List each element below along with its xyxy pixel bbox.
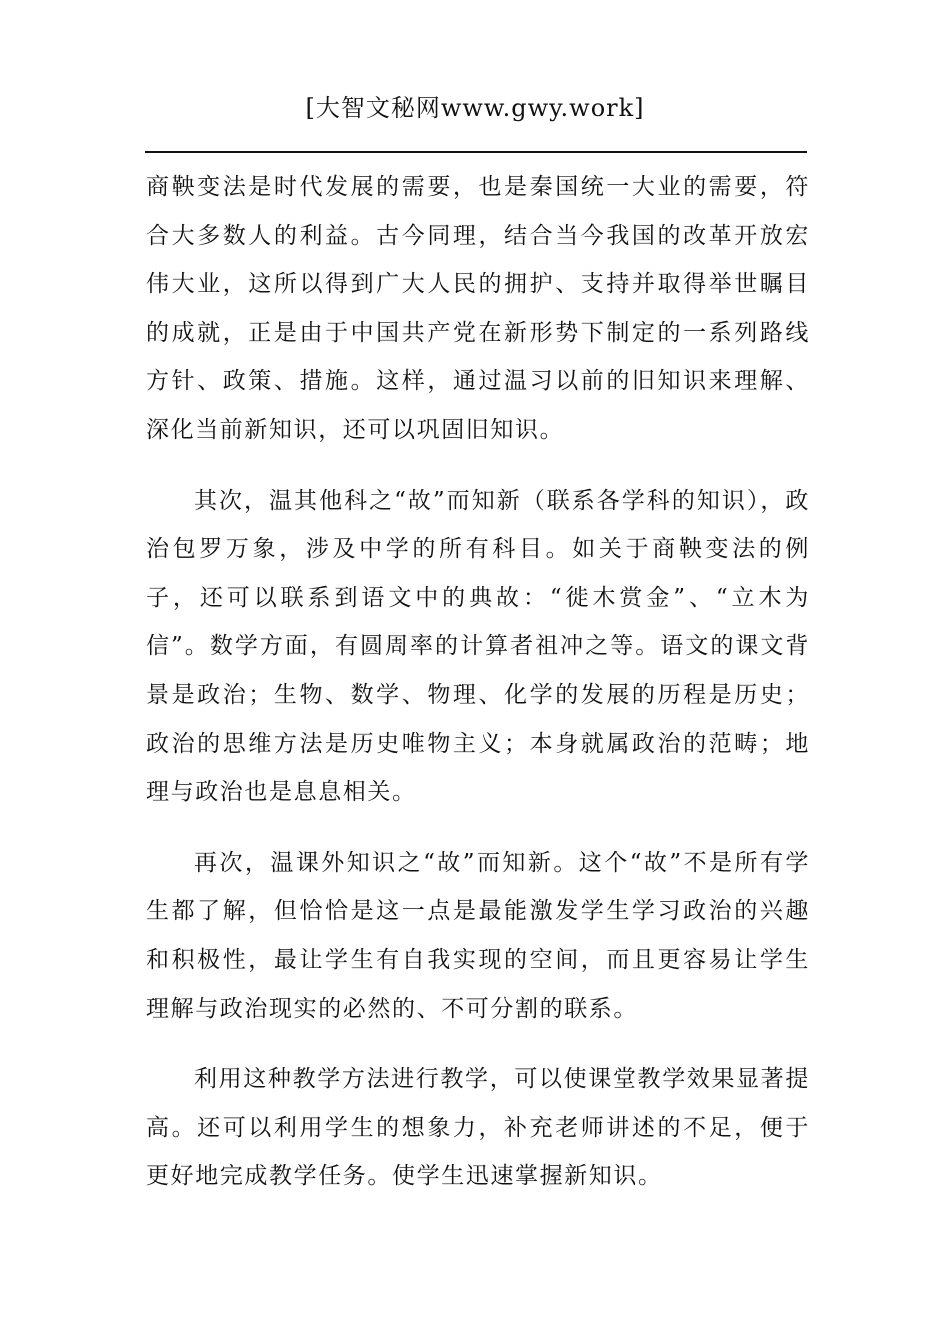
paragraph-other-subjects: 其次，温其他科之“故”而知新（联系各学科的知识），政治包罗万象，涉及中学的所有科目。如关于商鞅变法的例子，还可以联系到语文中的典故：“徙木赏金”、“立木为信”。数学方面，有圆周率的计算者祖冲之等。语文的课文背景是政治；生物、数学、物理、化学的发展的历程是历史；政治的思维方法是历史唯物主义；本身就属政治的范畴；地理与政治也是息息相关。	[146, 487, 810, 806]
paragraph-conclusion: 利用这种教学方法进行教学，可以使课堂教学效果显著提高。还可以利用学生的想象力，补充老师讲述的不足，便于更好地完成教学任务。使学生迅速掌握新知识。	[146, 1066, 810, 1190]
header-divider	[145, 151, 807, 153]
paragraph-extracurricular: 再次，温课外知识之“故”而知新。这个“故”不是所有学生都了解，但恰恰是这一点是最能激发学生学习政治的兴趣和积极性，最让学生有自我实现的空间，而且更容易让学生理解与政治现实的必然的、不可分割的联系。	[146, 849, 810, 1022]
page-header: [大智文秘网www.gwy.work]	[305, 94, 645, 122]
document-body	[146, 163, 810, 1201]
paragraph-continued: 商鞅变法是时代发展的需要，也是秦国统一大业的需要，符合大多数人的利益。古今同理，结合当今我国的改革开放宏伟大业，这所以得到广大人民的拥护、支持并取得举世瞩目的成就，正是由于中国共产党在新形势下制定的一系列路线方针、政策、措施。这样，通过温习以前的旧知识来理解、深化当前新知识，还可以巩固旧知识。	[146, 174, 810, 443]
